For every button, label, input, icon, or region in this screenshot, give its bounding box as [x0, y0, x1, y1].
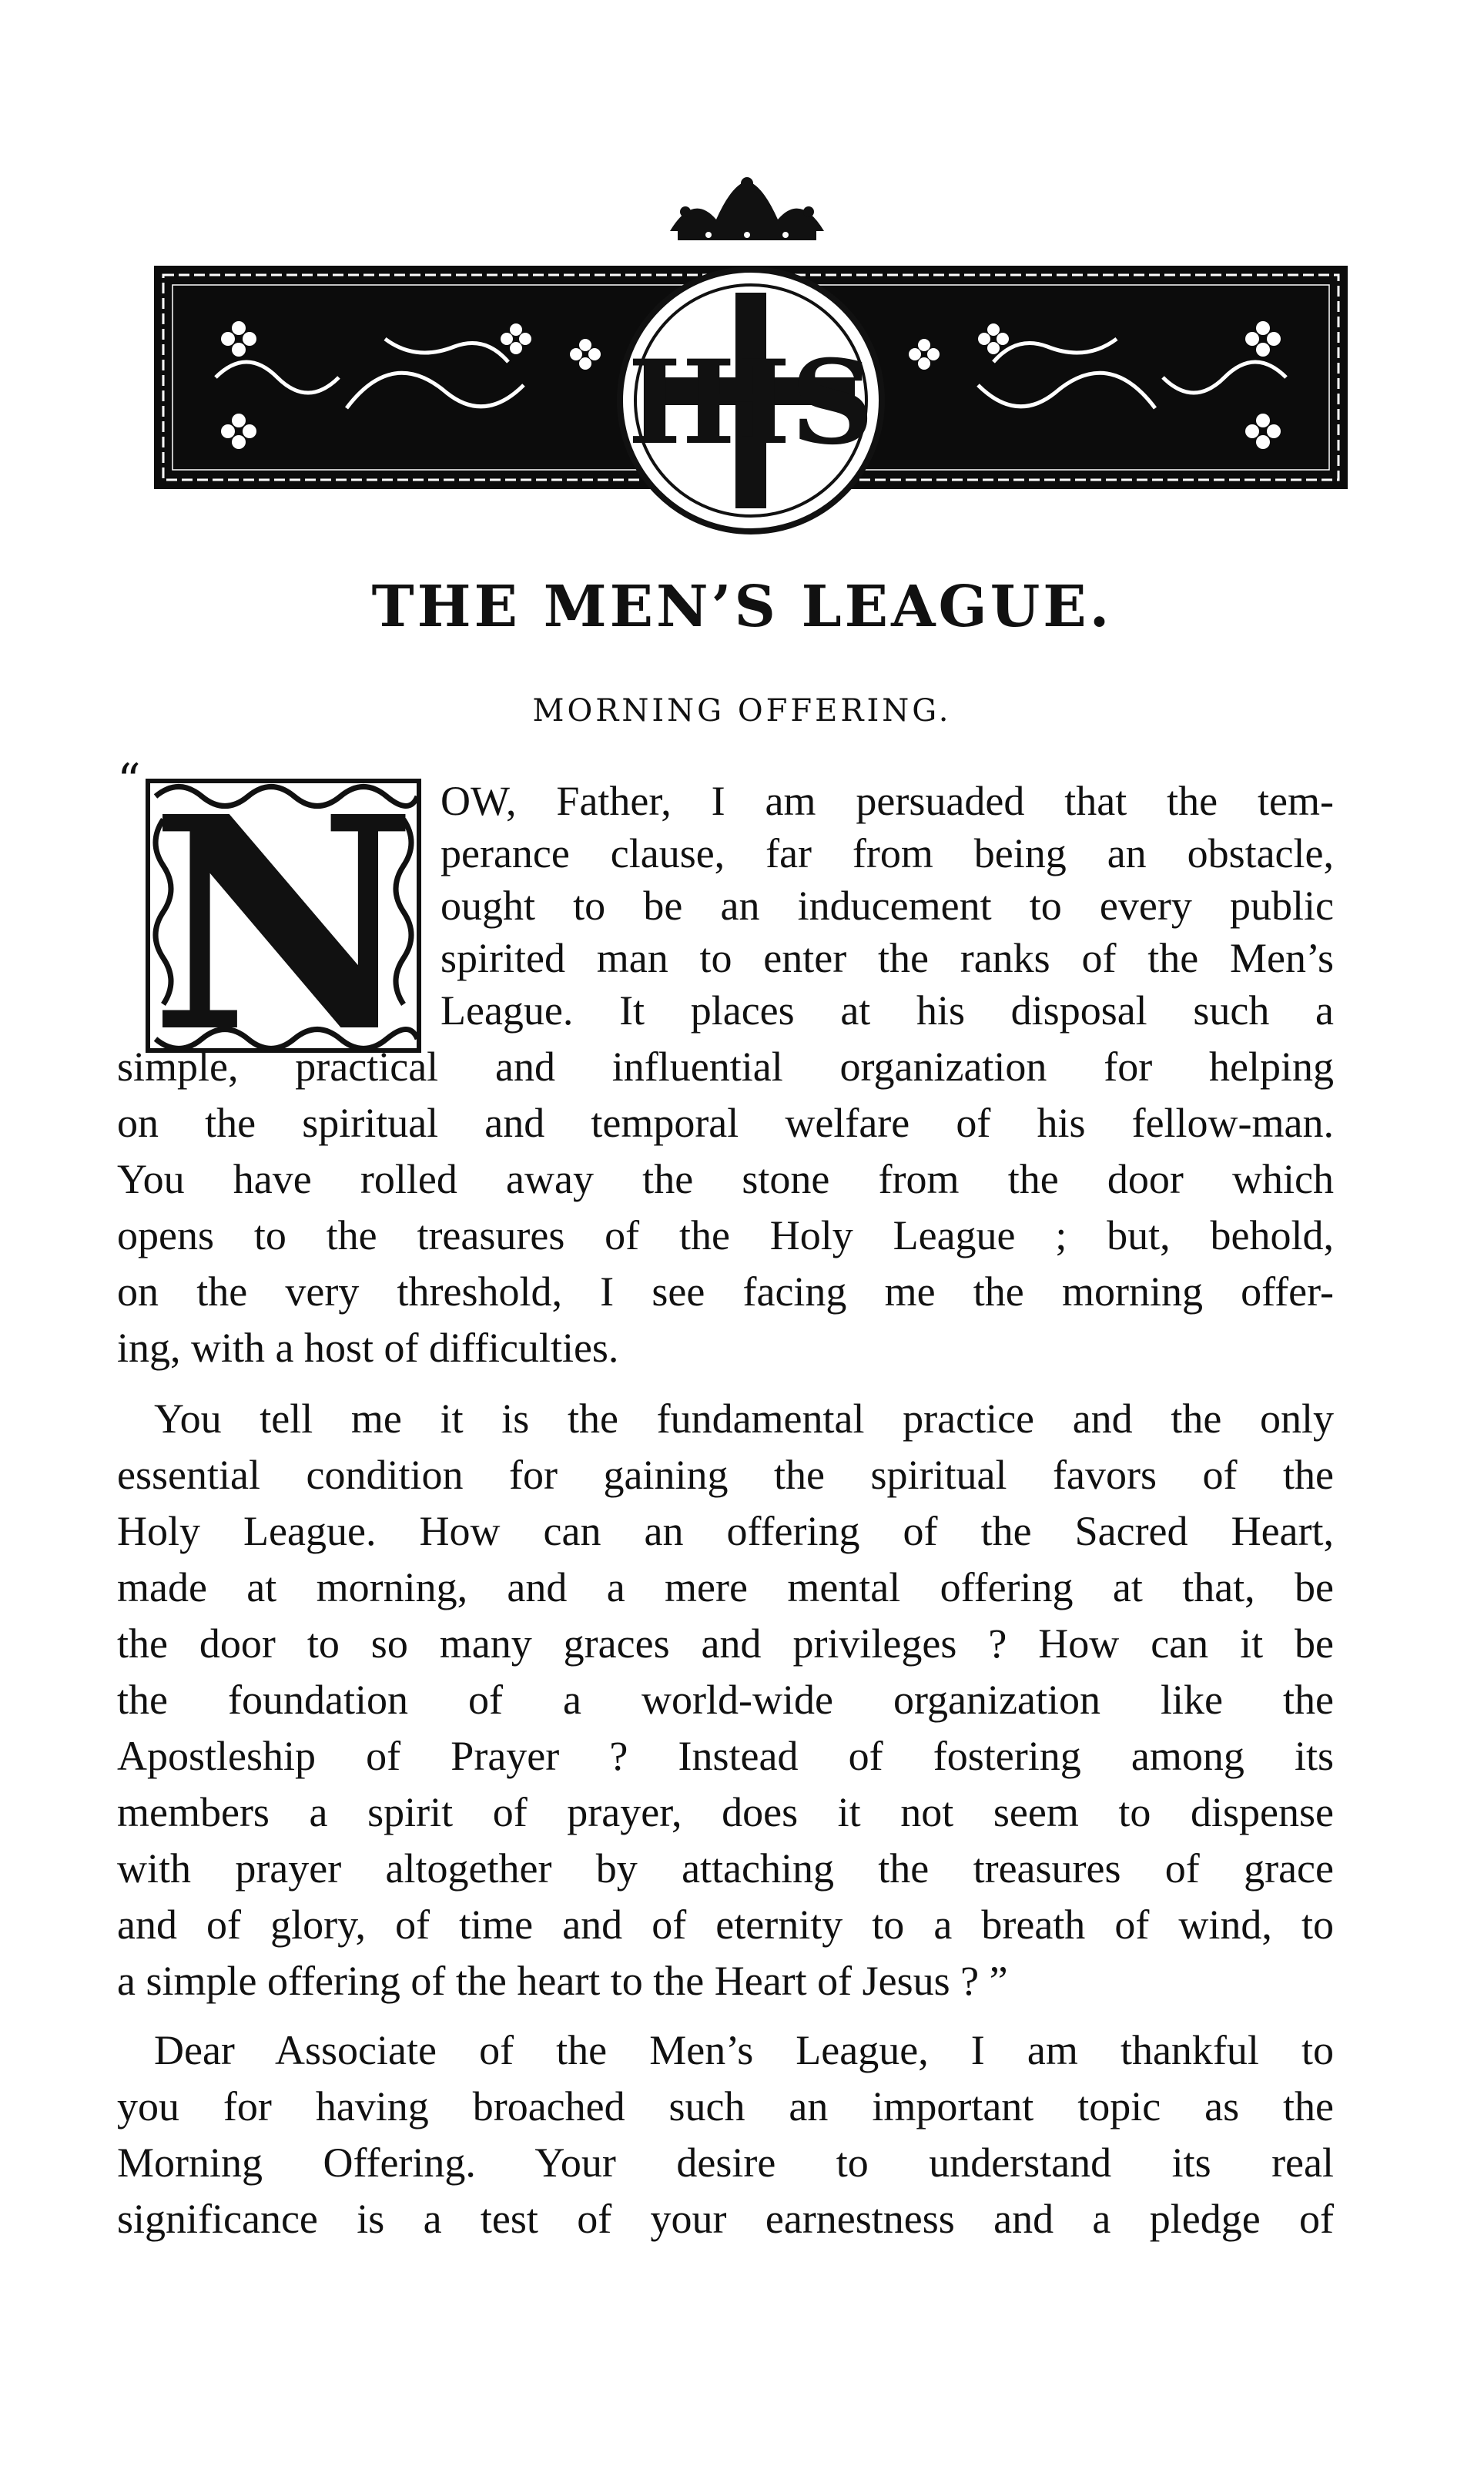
text-line: the foundation of a world-wide organization like the: [117, 1677, 1334, 1723]
page-title: THE MEN’S LEAGUE.: [371, 574, 1113, 640]
text-line: members a spirit of prayer, does it not seem to dispense: [117, 1789, 1334, 1835]
text-line: and of glory, of time and of eternity to a breath of wind, to: [117, 1902, 1334, 1948]
text-line: significance is a test of your earnestness and a pledge of: [117, 2196, 1334, 2242]
text-line: ing, with a host of difficulties.: [117, 1325, 619, 1371]
text-line: simple, practical and influential organization for helping: [117, 1044, 1334, 1090]
text-line: essential condition for gaining the spiritual favors of the: [117, 1452, 1334, 1498]
drop-cap-letter: N: [149, 773, 417, 1058]
page-subtitle: MORNING OFFERING.: [532, 693, 952, 729]
text-line: on the very threshold, I see facing me the morning offer-: [117, 1268, 1334, 1315]
ihs-banner-ornament: [154, 246, 1348, 539]
text-line: League. It places at his disposal such a: [441, 987, 1334, 1034]
ihs-monogram: IHS: [627, 335, 875, 471]
drop-cap-n: [140, 773, 427, 1058]
text-line: opens to the treasures of the Holy League ; but, behold,: [117, 1212, 1334, 1258]
text-line: spirited man to enter the ranks of the Men’s: [441, 935, 1334, 981]
text-line: You have rolled away the stone from the door which: [117, 1156, 1334, 1202]
text-line: Holy League. How can an offering of the Sacred Heart,: [117, 1508, 1334, 1554]
text-line: ought to be an inducement to every public: [441, 883, 1334, 929]
text-line: on the spiritual and temporal welfare of his fellow-man.: [117, 1100, 1334, 1146]
text-line: perance clause, far from being an obstacle,: [441, 830, 1334, 876]
text-line: OW, Father, I am persuaded that the tem-: [441, 778, 1334, 824]
text-line: You tell me it is the fundamental practice and the only: [154, 1396, 1334, 1442]
text-line: Dear Associate of the Men’s League, I am thankful to: [154, 2027, 1334, 2073]
crown-ornament: [662, 177, 832, 246]
text-line: made at morning, and a mere mental offering at that, be: [117, 1564, 1334, 1610]
text-line: the door to so many graces and privileges ? How can it be: [117, 1620, 1334, 1667]
text-line: Apostleship of Prayer ? Instead of fostering among its: [117, 1733, 1334, 1779]
opening-quote: “: [117, 754, 141, 808]
text-line: a simple offering of the heart to the Heart of Jesus ? ”: [117, 1958, 1008, 2004]
text-line: you for having broached such an important topic as the: [117, 2083, 1334, 2130]
text-line: with prayer altogether by attaching the treasures of grace: [117, 1845, 1334, 1892]
text-line: Morning Offering. Your desire to understand its real: [117, 2140, 1334, 2186]
